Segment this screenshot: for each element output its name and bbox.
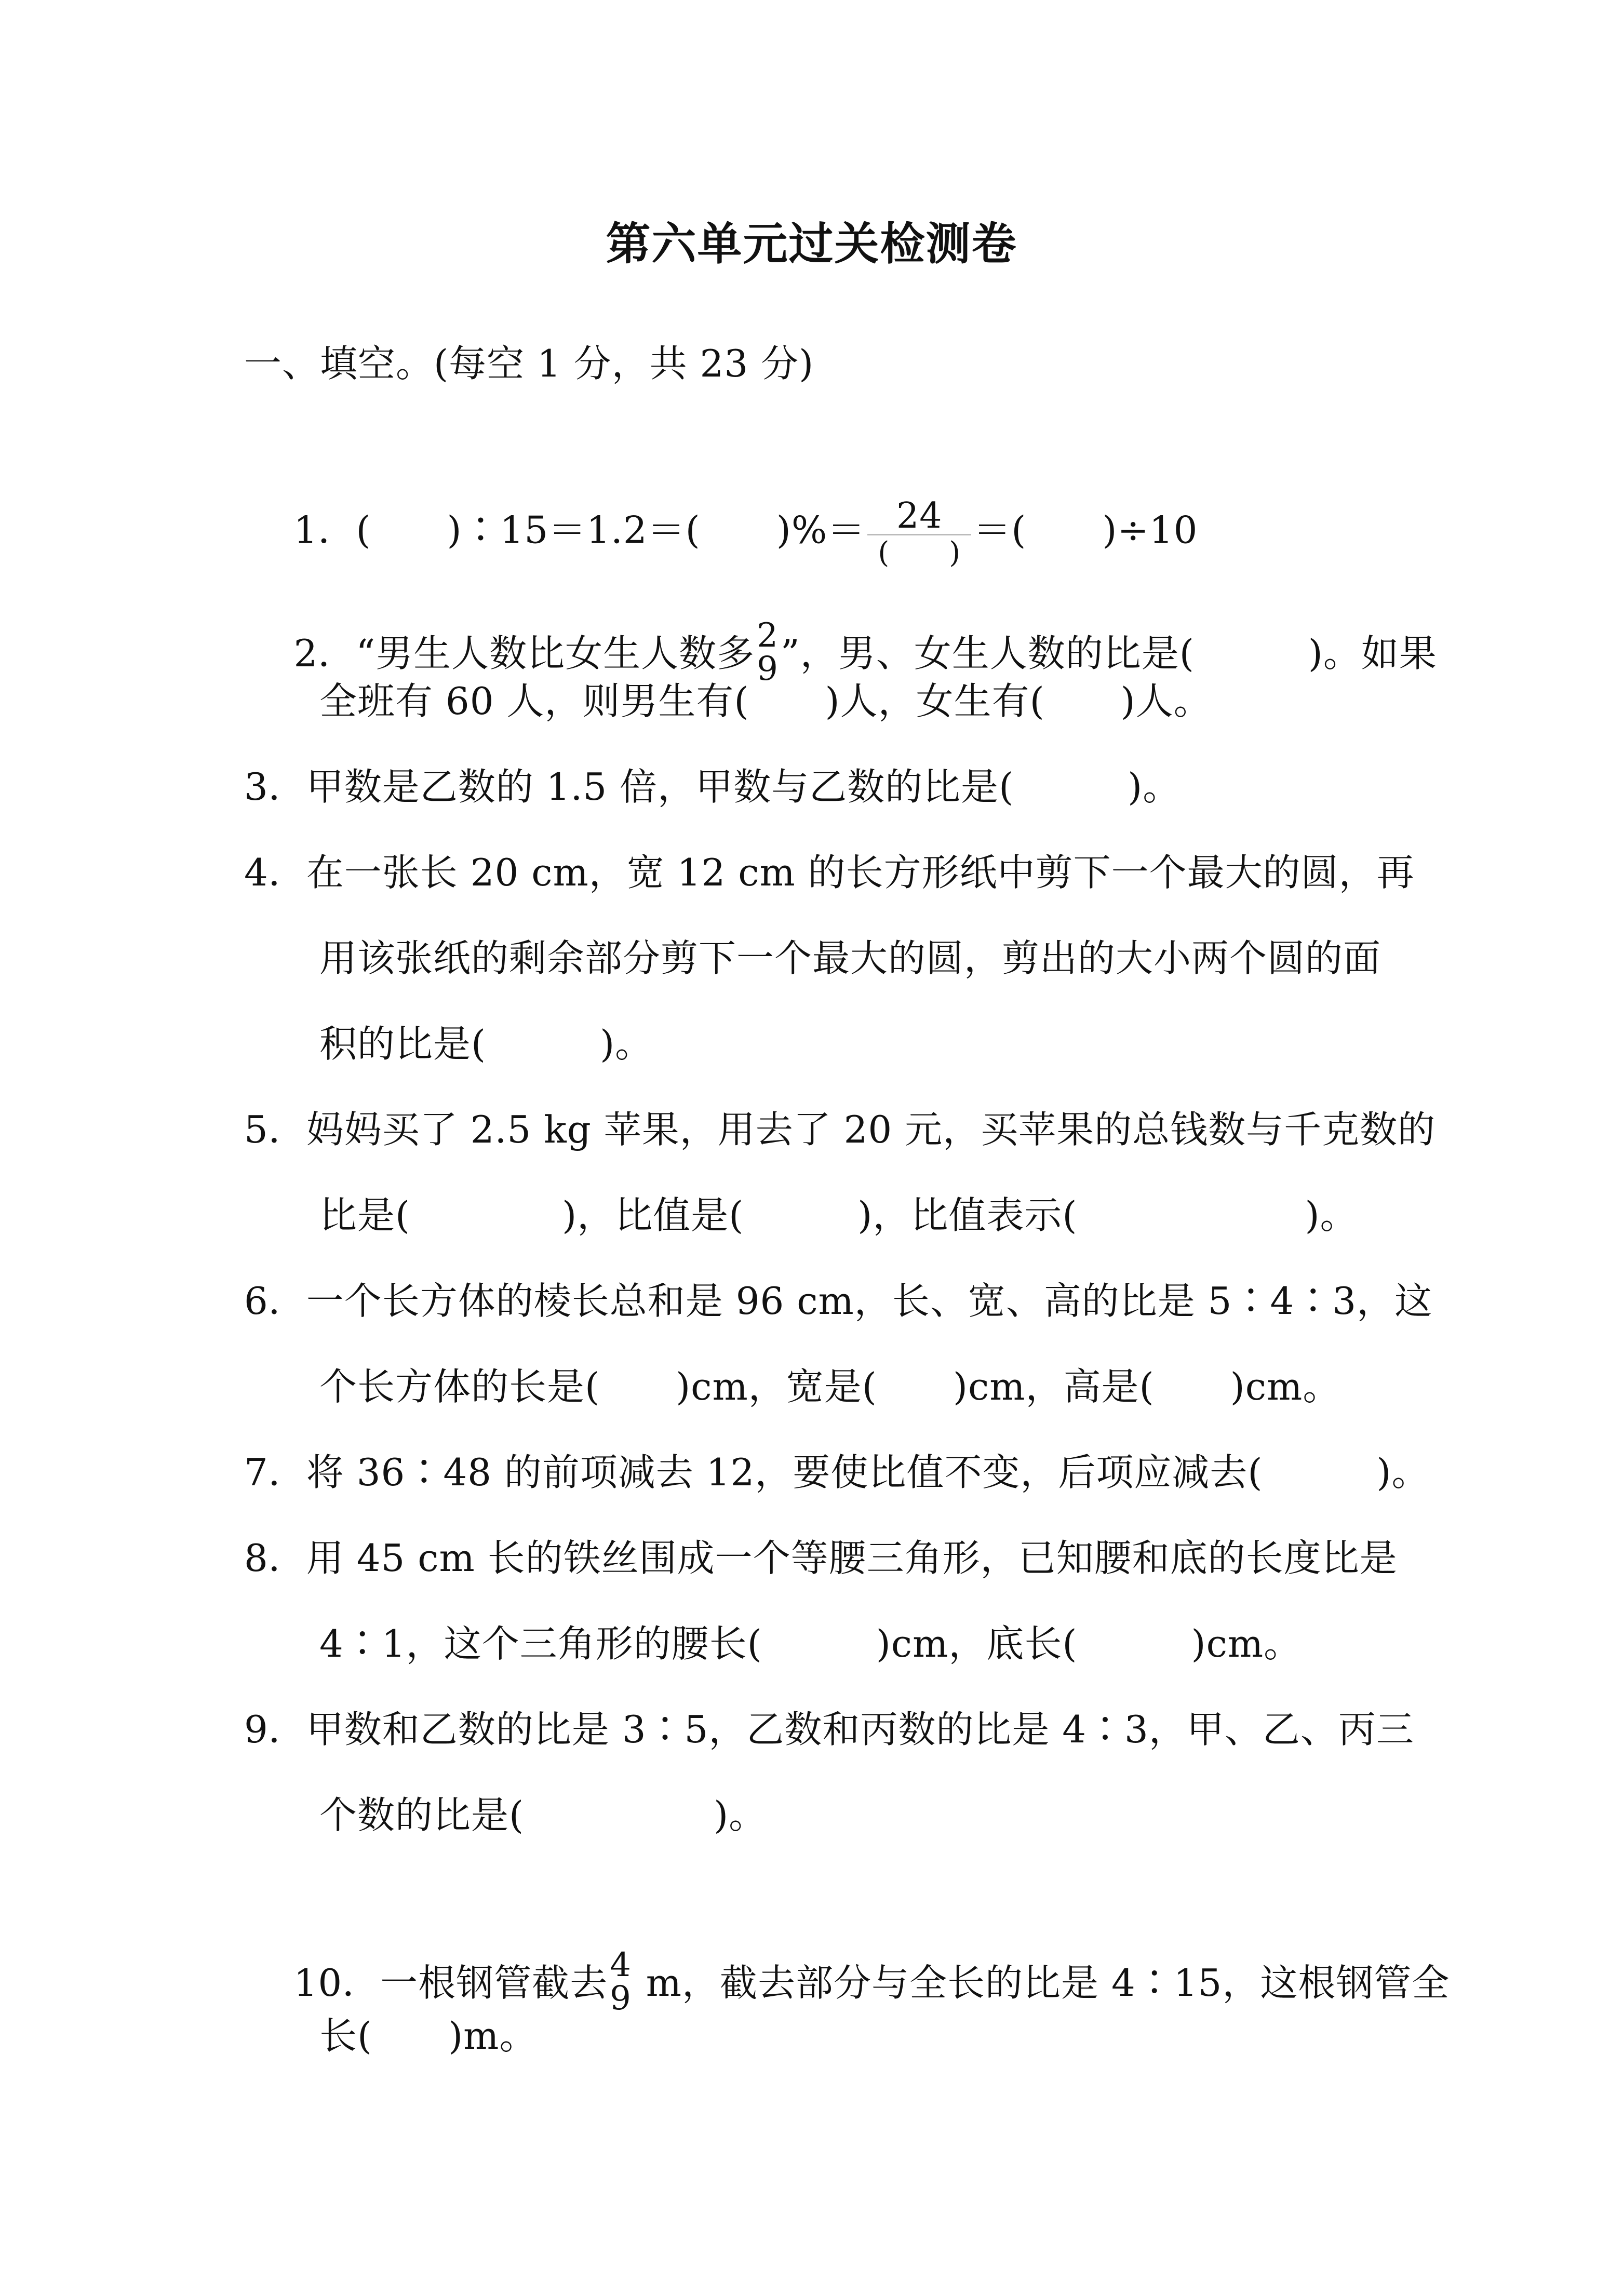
question-5-line-2: 比是( )，比值是( )，比值表示( )。 <box>319 1193 1358 1237</box>
q2-tail: ”，男、女生人数的比是( )。如果 <box>780 632 1437 675</box>
question-9: 9．甲数和乙数的比是 3∶5，乙数和丙数的比是 4∶3，甲、乙、丙三 <box>244 1708 1414 1751</box>
q2-lead: 2．“男生人数比女生人数多 <box>293 632 755 675</box>
q10-fraction-denominator: 9 <box>610 1979 632 2018</box>
q10-lead: 10．一根钢管截去 <box>293 1961 608 2005</box>
q1-fraction <box>867 495 971 570</box>
q1-lead: 1．( )∶15＝1.2＝( )%＝ <box>293 508 866 552</box>
question-3: 3．甲数是乙数的 1.5 倍，甲数与乙数的比是( )。 <box>244 765 1181 809</box>
q2-fraction-denominator: 9 <box>757 650 779 688</box>
question-7: 7．将 36∶48 的前项减去 12，要使比值不变，后项应减去( )。 <box>244 1451 1430 1494</box>
question-4-line-2: 用该张纸的剩余部分剪下一个最大的圆，剪出的大小两个圆的面 <box>319 936 1381 980</box>
question-6-line-2: 个长方体的长是( )cm，宽是( )cm，高是( )cm。 <box>319 1365 1341 1408</box>
question-4-line-3: 积的比是( )。 <box>319 1022 653 1066</box>
question-2-line-2: 全班有 60 人，则男生有( )人，女生有( )人。 <box>319 679 1212 723</box>
question-10-line-2: 长( )m。 <box>319 2014 538 2058</box>
q1-tail: ＝( )÷10 <box>973 508 1198 552</box>
q1-fraction-numerator: 24 <box>867 499 971 535</box>
q2-fraction-numerator: 2 <box>757 616 779 655</box>
page-title: 第六单元过关检测卷 <box>606 218 1017 270</box>
q10-fraction-numerator: 4 <box>610 1946 632 1984</box>
question-8: 8．用 45 cm 长的铁丝围成一个等腰三角形，已知腰和底的长度比是 <box>244 1536 1398 1580</box>
question-9-line-2: 个数的比是( )。 <box>319 1793 767 1837</box>
q10-fraction <box>610 1946 632 2018</box>
section-heading: 一、填空。(每空 1 分，共 23 分) <box>244 342 814 385</box>
q1-fraction-denominator: ( ) <box>878 536 961 570</box>
question-5: 5．妈妈买了 2.5 kg 苹果，用去了 20 元，买苹果的总钱数与千克数的 <box>244 1108 1436 1151</box>
question-6: 6．一个长方体的棱长总和是 96 cm，长、宽、高的比是 5∶4∶3，这 <box>244 1279 1433 1323</box>
question-4: 4．在一张长 20 cm，宽 12 cm 的长方形纸中剪下一个最大的圆，再 <box>244 851 1415 894</box>
q10-tail: m，截去部分与全长的比是 4∶15，这根钢管全 <box>633 1961 1450 2005</box>
question-8-line-2: 4∶1，这个三角形的腰长( )cm，底长( )cm。 <box>319 1622 1302 1666</box>
